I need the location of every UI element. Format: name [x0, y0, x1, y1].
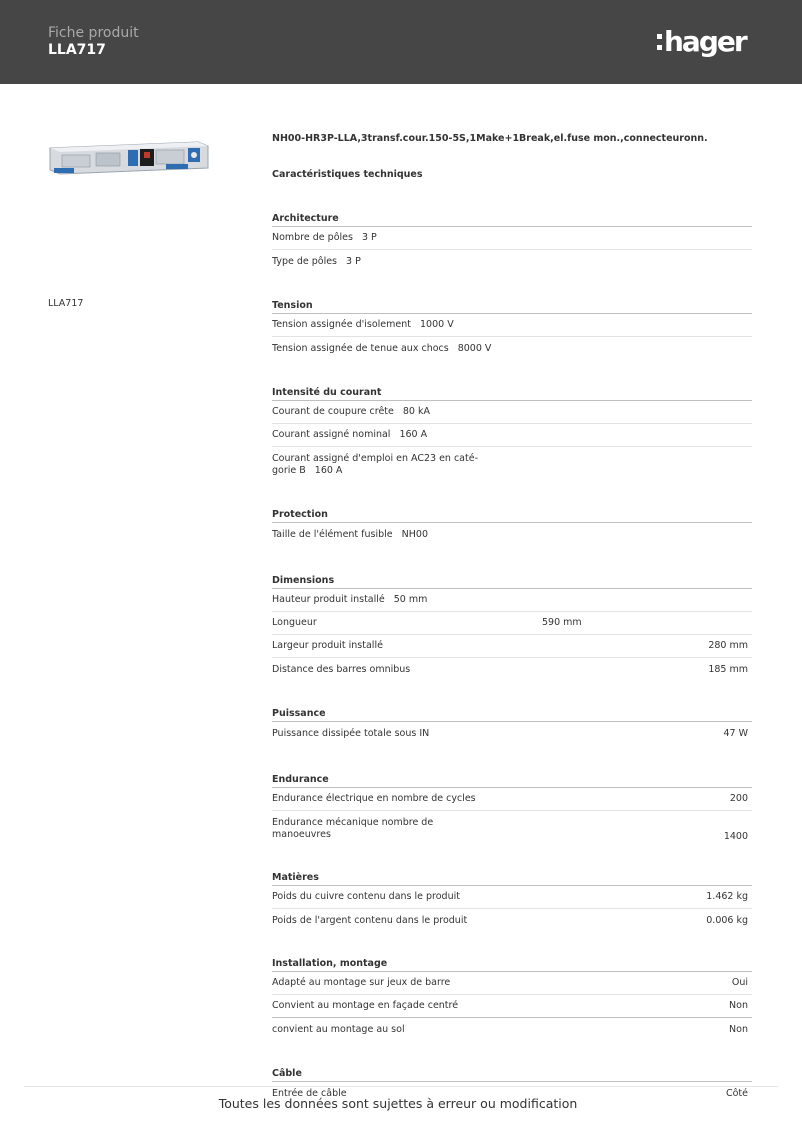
spec-row	[272, 424, 752, 447]
spec-label: Tension assignée de tenue aux chocs	[272, 342, 449, 354]
spec-row	[272, 612, 752, 635]
spec-value: 80 kA	[402, 406, 430, 417]
section-tension	[272, 297, 752, 360]
spec-label: Convient au montage en façade centré	[272, 1000, 459, 1011]
spec-value: 160 A	[314, 465, 343, 476]
spec-value: Côté	[725, 1087, 748, 1099]
section-endurance	[272, 771, 752, 847]
section-protection	[272, 506, 752, 546]
spec-row	[272, 337, 752, 360]
spec-row	[272, 227, 752, 250]
section-title: Endurance	[272, 771, 752, 788]
section-installation	[272, 955, 752, 1041]
section-title: Matières	[272, 869, 752, 886]
spec-row	[272, 250, 752, 273]
header-kicker: Fiche produit	[48, 25, 139, 41]
spec-label-line: manoeuvres	[272, 829, 331, 840]
spec-label: Courant de coupure crête	[272, 406, 394, 417]
spec-label: Poids de l'argent contenu dans le produit	[272, 914, 468, 926]
spec-label: Poids du cuivre contenu dans le produit	[272, 891, 460, 902]
footer-disclaimer: Toutes les données sont sujettes à erreur ou modification	[218, 1096, 578, 1111]
section-title: Tension	[272, 297, 752, 314]
spec-value: 160 A	[399, 429, 428, 440]
spec-label: Nombre de pôles	[272, 232, 353, 243]
spec-label: Longueur	[272, 617, 317, 628]
spec-value: 47 W	[723, 727, 748, 739]
spec-value: 1000 V	[420, 319, 454, 330]
spec-value: 185 mm	[708, 663, 748, 675]
spec-value: 280 mm	[708, 640, 748, 651]
spec-value: 8000 V	[457, 342, 492, 354]
spec-row	[272, 995, 752, 1018]
hager-logo	[657, 22, 746, 62]
spec-label: Distance des barres omnibus	[272, 663, 411, 675]
spec-row	[272, 1018, 752, 1041]
spec-value: 1.462 kg	[706, 891, 748, 902]
product-datasheet	[272, 132, 752, 1105]
spec-label	[272, 817, 433, 841]
spec-row	[272, 909, 752, 932]
spec-value: 50 mm	[393, 594, 428, 605]
section-intensite	[272, 384, 752, 483]
spec-label: Taille de l'élément fusible	[272, 528, 393, 540]
spec-value: Non	[729, 1023, 748, 1035]
spec-value: 1400	[723, 831, 748, 842]
spec-label: Hauteur produit installé	[272, 594, 385, 605]
spec-label: convient au montage au sol	[272, 1023, 405, 1035]
spec-row	[272, 635, 752, 658]
spec-value: 590 mm	[542, 617, 582, 628]
logo-dots-icon	[657, 34, 662, 50]
spec-label: Puissance dissipée totale sous IN	[272, 727, 430, 739]
spec-label: Type de pôles	[272, 255, 338, 267]
spec-label	[272, 453, 478, 477]
spec-label-line: gorie B	[272, 465, 306, 476]
spec-row	[272, 811, 752, 847]
section-title: Installation, montage	[272, 955, 752, 972]
header-reference: LLA717	[48, 42, 106, 58]
section-title: Intensité du courant	[272, 384, 752, 401]
section-title: Câble	[272, 1065, 752, 1082]
spec-value: Oui	[731, 977, 748, 988]
tech-heading: Caractéristiques techniques	[272, 169, 423, 180]
spec-label-line: Endurance mécanique nombre de	[272, 817, 434, 828]
spec-value: 200	[729, 793, 748, 804]
spec-label: Tension assignée d'isolement	[272, 319, 411, 330]
section-title: Architecture	[272, 210, 752, 227]
spec-label: Endurance électrique en nombre de cycles	[272, 793, 476, 804]
spec-value: 3 P	[361, 232, 377, 243]
section-title: Dimensions	[272, 572, 752, 589]
spec-row	[272, 658, 752, 681]
spec-row	[272, 788, 752, 811]
spec-row	[272, 447, 752, 483]
spec-value: Non	[729, 1000, 748, 1011]
spec-row	[272, 401, 752, 424]
section-title: Puissance	[272, 705, 752, 722]
spec-value: 3 P	[346, 255, 361, 267]
spec-label: Adapté au montage sur jeux de barre	[272, 977, 451, 988]
section-title: Protection	[272, 506, 752, 523]
product-description: NH00-HR3P-LLA,3transf.cour.150-5S,1Make+1Break,el.fuse mon.,connecteuronn.	[272, 133, 708, 144]
spec-row	[272, 523, 752, 546]
spec-label: Largeur produit installé	[272, 640, 383, 651]
logo-wordmark: hager	[664, 25, 746, 58]
spec-label: Courant assigné nominal	[272, 429, 391, 440]
spec-label: Entrée de câble	[272, 1087, 347, 1099]
spec-label-line: Courant assigné d'emploi en AC23 en caté-	[272, 453, 479, 464]
image-caption: LLA717	[48, 298, 84, 309]
spec-row	[272, 722, 752, 745]
spec-row	[272, 972, 752, 995]
spec-row	[272, 314, 752, 337]
section-dimensions	[272, 572, 752, 681]
section-puissance	[272, 705, 752, 745]
footer-divider	[24, 1086, 778, 1087]
spec-row	[272, 886, 752, 909]
section-architecture	[272, 210, 752, 273]
spec-value: NH00	[401, 528, 428, 540]
page-header	[0, 0, 802, 84]
product-image	[48, 138, 212, 176]
section-matieres	[272, 869, 752, 932]
spec-row	[272, 589, 752, 612]
spec-value: 0.006 kg	[706, 914, 748, 926]
